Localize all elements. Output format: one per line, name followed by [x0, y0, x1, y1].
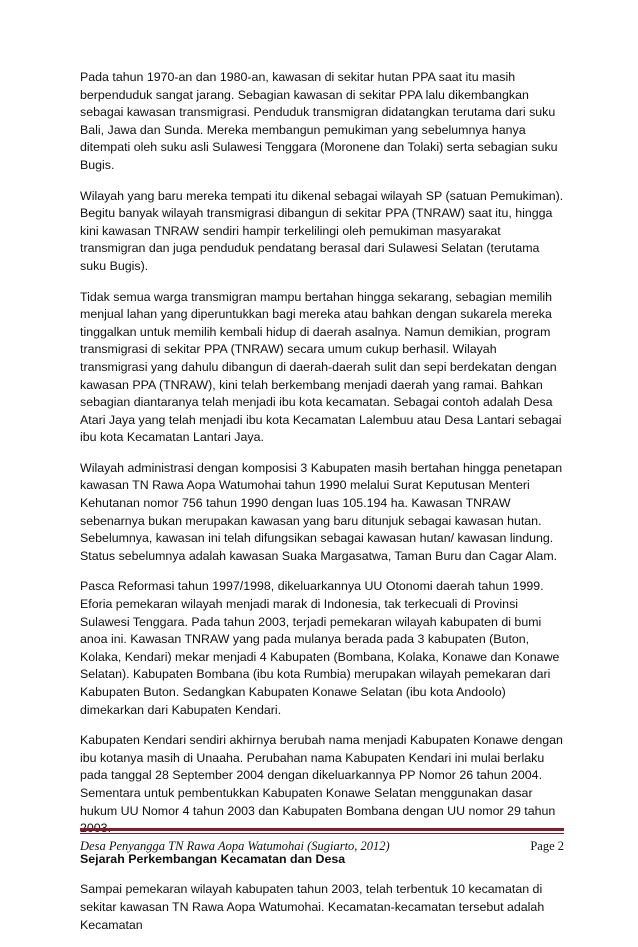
paragraph-4: Wilayah administrasi dengan komposisi 3 Kabupaten masih bertahan hingga penetapan kawasan TN Rawa Aopa Watumohai tahun 1990 melalui Surat Keputusan Menteri Kehutanan nomor 756 tahun 1990 dengan luas 105.194 ha. Kawasan TNRAW sebenarnya bukan merupakan kawasan yang baru ditunjuk sebagai kawasan hutan. Sebelumnya, kawasan ini telah difungsikan sebagai kawasan hutan/ kawasan lindung. Status sebelumnya adalah kawasan Suaka Margasatwa, Taman Buru dan Cagar Alam.	[80, 460, 563, 563]
paragraph-2: Wilayah yang baru mereka tempati itu dikenal sebagai wilayah SP (satuan Pemukiman). Begitu banyak wilayah transmigrasi dibangun di sekitar PPA (TNRAW) saat itu, hingga kini kawasan TNRAW sendiri hampir terkelilingi oleh pemukiman masyarakat transmigran dan juga penduduk pendatang berasal dari Sulawesi Selatan (terutama suku Bugis).	[80, 188, 564, 273]
page-body	[80, 69, 564, 947]
paragraph-6: Kabupaten Kendari sendiri akhirnya berubah nama menjadi Kabupaten Konawe dengan ibu kotanya masih di Unaaha. Perubahan nama Kabupaten Kendari ini mulai berlaku pada tanggal 28 September 2004 dengan dikeluarkannya PP Nomor 26 tahun 2004. Sementara untuk pembentukkan Kabupaten Konawe Selatan menggunakan dasar hukum UU Nomor 4 tahun 2003 dan Kabupaten Bombana dengan UU nomor 29 tahun	[80, 733, 563, 818]
paragraph-3: Tidak semua warga transmigran mampu bertahan hingga sekarang, sebagian memilih menjual lahan yang diperuntukkan bagi mereka atau bahkan dengan sukarela mereka tinggalkan untuk memilih kembali hidup di daerah asalnya. Namun demikian, program transmigrasi di sekitar PPA (TNRAW) secara umum cukup berhasil. Wilayah transmigrasi yang dahulu dibangun di daerah-daerah sulit dan sepi berdekatan dengan kawasan PPA (TNRAW), kini telah berkembang menjadi daerah yang ramai. Bahkan sebagian diantaranya telah menjadi ibu kota kecamatan. Sebagai contoh adalah Desa Atari Jaya yang telah menjadi ibu kota Kecamatan Lalembuu atau Desa Lantari sebagai ibu kota Kecamatan Lantari Jaya.	[80, 289, 562, 445]
footer-rule-thick	[80, 828, 564, 831]
paragraph-7: Sampai pemekaran wilayah kabupaten tahun 2003, telah terbentuk 10 kecamatan di sekitar kawasan TN Rawa Aopa Watumohai. Kecamatan-kecamatan tersebut adalah Kecamatan	[80, 882, 545, 932]
section-heading: Sejarah Perkembangan Kecamatan dan Desa	[80, 851, 346, 866]
footer-citation: Desa Penyangga TN Rawa Aopa Watumohai (Sugiarto, 2012)	[80, 839, 390, 853]
paragraph-5: Pasca Reformasi tahun 1997/1998, dikeluarkannya UU Otonomi daerah tahun 1999. Eforia pemekaran wilayah menjadi marak di Indonesia, tak terkecuali di Provinsi Sulawesi Tenggara. Pada tahun 2003, terjadi pemekaran wilayah kabupaten di bumi anoa ini. Kawasan TNRAW yang pada mulanya berada pada 3 kabupaten (Buton, Kolaka, Kendari) mekar menjadi 4 Kabupaten (Bombana, Kolaka, Konawe dan Konawe Selatan). Kabupaten Bombana (ibu kota Rumbia) merupakan wilayah pemekaran dari Kabupaten Buton. Sedangkan Kabupaten Konawe Selatan (ibu kota Andoolo) dimekarkan dari Kabupaten Kendari.	[80, 579, 560, 717]
paragraph-1: Pada tahun 1970-an dan 1980-an, kawasan di sekitar hutan PPA saat itu masih berpenduduk sangat jarang. Sebagian kawasan di sekitar PPA lalu dikembangkan sebagai kawasan transmigrasi. Penduduk transmigran didatangkan terutama dari suku Bali, Jawa dan Sunda. Mereka membangun pemukiman yang sebelumnya hanya ditempati oleh suku asli Sulawesi Tenggara (Moronene dan Tolaki) serta sebagian suku Bugis.	[80, 70, 558, 172]
page-footer	[80, 838, 564, 854]
page-number: Page 2	[530, 839, 564, 853]
footer-rule-thin	[80, 833, 564, 834]
